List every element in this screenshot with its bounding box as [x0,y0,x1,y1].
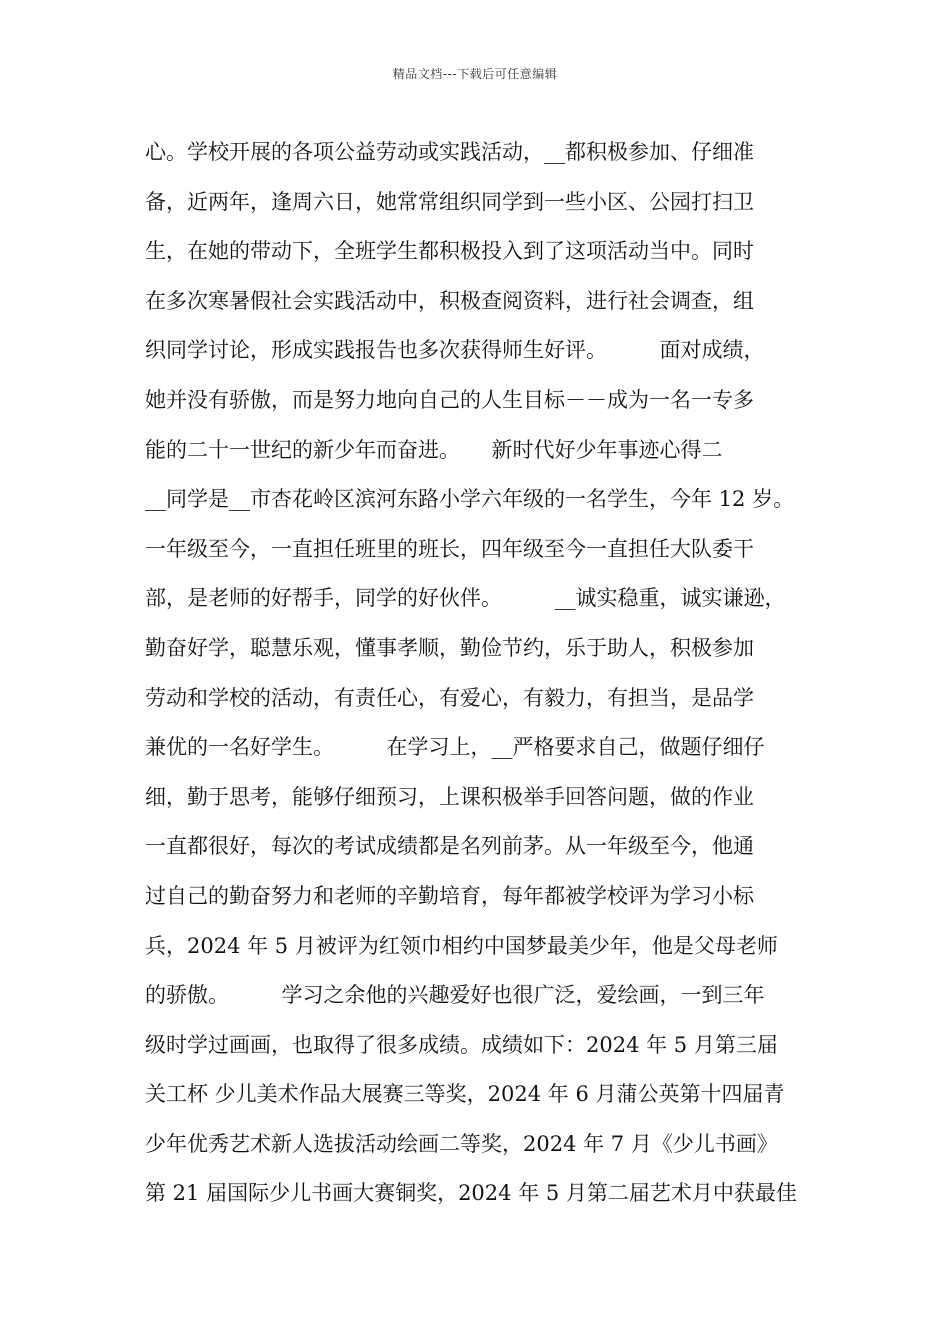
text-line: 织同学讨论，形成实践报告也多次获得师生好评。 面对成绩， [145,338,765,363]
text-line: 一年级至今，一直担任班里的班长，四年级至今一直担任大队委干 [145,536,754,561]
text-line: 一直都很好，每次的考试成绩都是名列前茅。从一年级至今，他通 [145,834,754,859]
text-line: 生，在她的带动下，全班学生都积极投入到了这项活动当中。同时 [145,239,754,264]
document-body [145,128,825,1219]
text-line: 劳动和学校的活动，有责任心，有爱心，有毅力，有担当，是品学 [145,685,754,710]
text-line: __同学是__市杏花岭区滨河东路小学六年级的一名学生，今年 12 岁。 [145,487,795,512]
text-line: 细，勤于思考，能够仔细预习，上课积极举手回答问题，做的作业 [145,784,754,809]
text-line: 兵，2024 年 5 月被评为红领巾相约中国梦最美少年，他是父母老师 [145,933,778,958]
text-line: 第 21 届国际少儿书画大赛铜奖，2024 年 5 月第二届艺术月中获最佳 [145,1181,797,1206]
text-line: 能的二十一世纪的新少年而奋进。 新时代好少年事迹心得二 [145,437,723,462]
text-line: 兼优的一名好学生。 在学习上，__严格要求自己，做题仔细仔 [145,735,765,760]
text-line: 过自己的勤奋努力和老师的辛勤培育，每年都被学校评为学习小标 [145,883,754,908]
page-header: 精品文档---下载后可任意编辑 [392,67,558,81]
text-line: 少年优秀艺术新人选拔活动绘画二等奖，2024 年 7 月《少儿书画》 [145,1131,778,1156]
text-line: 部，是老师的好帮手，同学的好伙伴。 __诚实稳重，诚实谦逊， [145,586,786,611]
text-line: 勤奋好学，聪慧乐观，懂事孝顺，勤俭节约，乐于助人，积极参加 [145,635,754,660]
text-line: 在多次寒暑假社会实践活动中，积极查阅资料，进行社会调查，组 [145,288,754,313]
text-line: 备，近两年，逢周六日，她常常组织同学到一些小区、公园打扫卫 [145,189,754,214]
text-line: 关工杯 少儿美术作品大展赛三等奖，2024 年 6 月蒲公英第十四届青 [145,1082,785,1107]
text-line: 的骄傲。 学习之余他的兴趣爱好也很广泛，爱绘画，一到三年 [145,983,765,1008]
text-line: 她并没有骄傲，而是努力地向自己的人生目标－－成为一名一专多 [145,387,754,412]
text-line: 级时学过画画，也取得了很多成绩。成绩如下：2024 年 5 月第三届 [145,1032,778,1057]
text-line: 心。学校开展的各项公益劳动或实践活动，__都积极参加、仔细准 [145,140,754,164]
